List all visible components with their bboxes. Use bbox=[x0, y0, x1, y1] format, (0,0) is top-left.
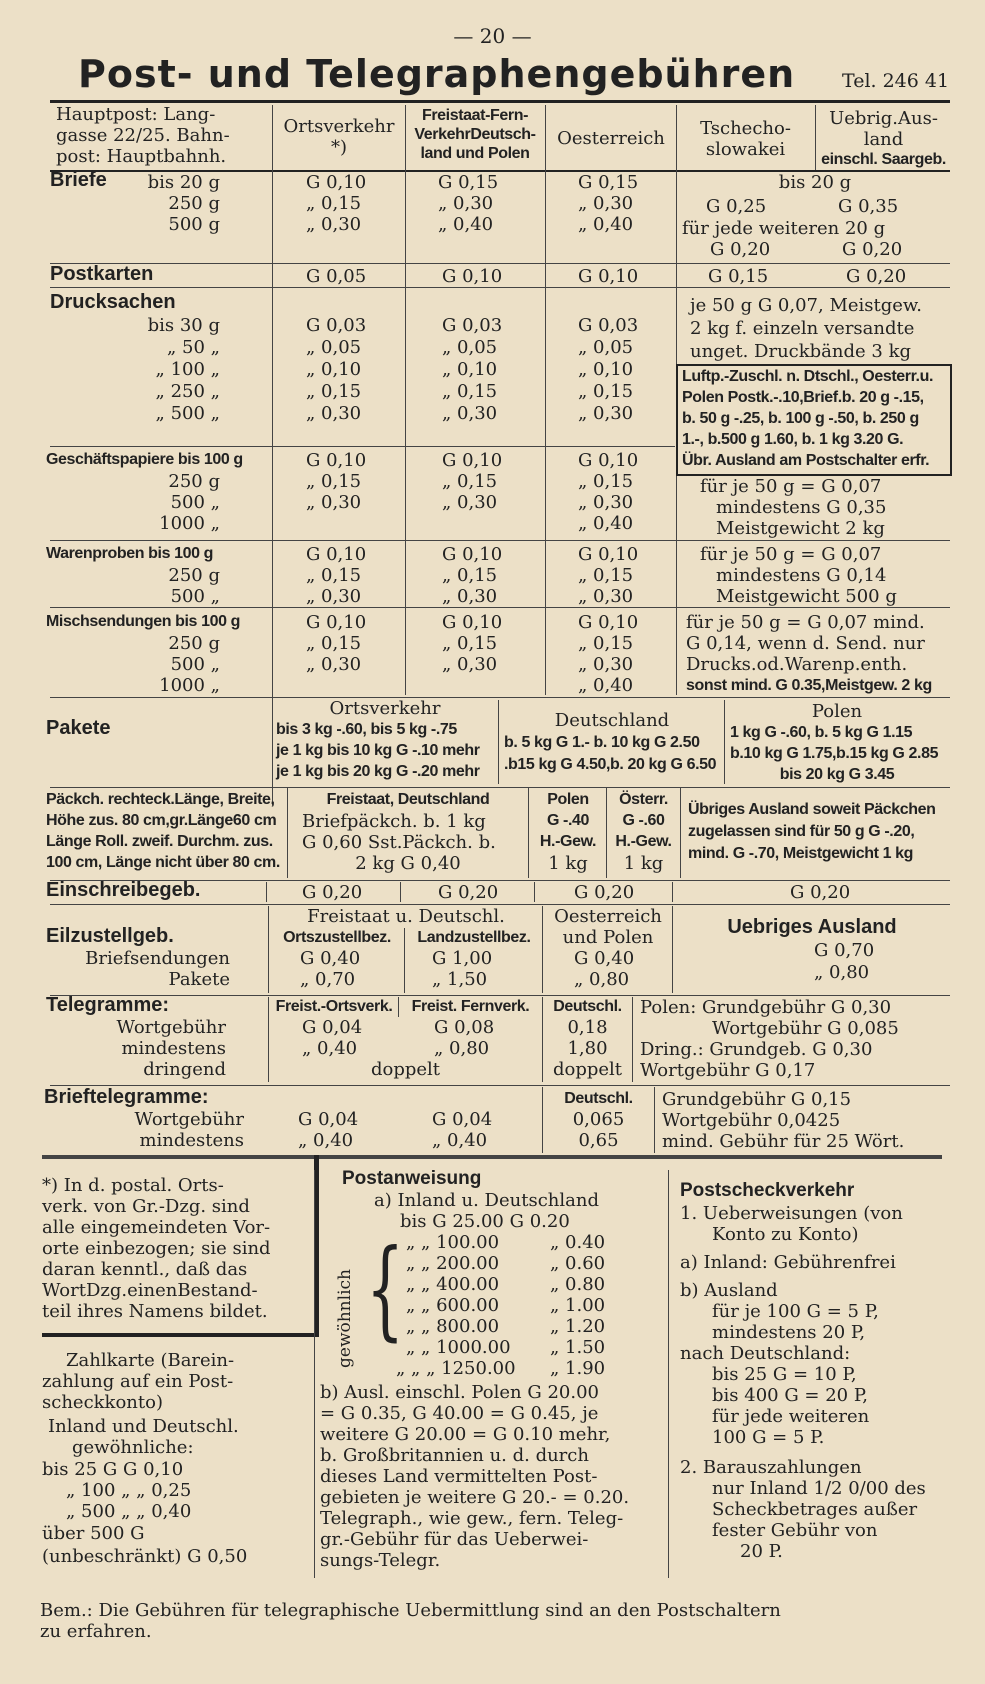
postscheck-line: nur Inland 1/2 0/00 des bbox=[712, 1478, 926, 1499]
telegramme-dt-head: Deutschl. bbox=[553, 998, 622, 1015]
briefe-orts: „ 0,30 bbox=[306, 214, 362, 235]
zahlkarte-line: zahlung auf ein Post- bbox=[42, 1371, 234, 1392]
col-rule bbox=[680, 788, 681, 878]
zahlkarte-line: über 500 G bbox=[42, 1523, 145, 1544]
col-rule bbox=[672, 906, 673, 993]
briefe-ausland: für jede weiteren 20 g bbox=[682, 218, 886, 239]
geschaeft-oest: G 0,10 bbox=[578, 450, 639, 471]
postscheck-line: b) Ausland bbox=[680, 1280, 778, 1301]
geschaeft-orts: „ 0,15 bbox=[306, 471, 362, 492]
geschaeft-label: Geschäftspapiere bis 100 g bbox=[46, 451, 243, 468]
postscheck-line: bis 25 G = 10 P, bbox=[712, 1364, 857, 1385]
header-ortsverkehr: Ortsverkehr *) bbox=[283, 116, 395, 158]
geschaeft-ausland: für je 50 g = G 0,07 bbox=[700, 476, 882, 497]
geschaeft-ausland: Meistgewicht 2 kg bbox=[716, 518, 885, 539]
geschaeft-weight: 500 „ bbox=[170, 492, 220, 513]
geschaeft-orts: „ 0,30 bbox=[306, 492, 362, 513]
pakete-dt: b. 5 kg G 1.- b. 10 kg G 2.50 bbox=[504, 734, 700, 751]
postanweisung-b: dieses Land vermittelten Post- bbox=[320, 1466, 598, 1487]
briefe-ausland: bis 20 g bbox=[778, 172, 852, 193]
brieftel-fern: „ 0,40 bbox=[432, 1130, 488, 1151]
col-rule bbox=[654, 1087, 655, 1153]
luftpost-line: Luftp.-Zuschl. n. Dtschl., Oesterr.u. bbox=[682, 368, 934, 385]
drucksachen-oest: „ 0,05 bbox=[578, 337, 634, 358]
einschreib-ausland: G 0,20 bbox=[790, 882, 851, 903]
eilzustell-ueb: „ 0,80 bbox=[814, 962, 870, 983]
misch-oest: „ 0,15 bbox=[578, 633, 634, 654]
einschreib-oest: G 0,20 bbox=[574, 882, 635, 903]
eilzustell-land: „ 1,50 bbox=[432, 969, 488, 990]
footnote-line: teil ihres Namens bildet. bbox=[42, 1301, 268, 1322]
eilzustell-oest-head: und Polen bbox=[562, 927, 654, 948]
postanweisung-row: „ „ 800.00 bbox=[406, 1316, 500, 1337]
misch-weight: 250 g bbox=[168, 633, 220, 654]
misch-frei: G 0,10 bbox=[442, 612, 503, 633]
footnote-line: orte einbezogen; sie sind bbox=[42, 1238, 271, 1259]
telegramme-orts: „ 0,40 bbox=[302, 1038, 358, 1059]
waren-oest: G 0,10 bbox=[578, 544, 639, 565]
telegramme-dt: doppelt bbox=[552, 1059, 623, 1080]
waren-label: Warenproben bis 100 g bbox=[46, 545, 214, 562]
waren-orts: „ 0,30 bbox=[306, 586, 362, 607]
postkarten-frei: G 0,10 bbox=[442, 266, 503, 287]
paeckchen-oest: 1 kg bbox=[623, 853, 664, 874]
postanweisung-row: „ 0.60 bbox=[550, 1253, 606, 1274]
drucksachen-orts: „ 0,10 bbox=[306, 359, 362, 380]
postanweisung-first: bis G 25.00 G 0.20 bbox=[400, 1211, 570, 1232]
col-rule bbox=[672, 882, 673, 902]
brieftel-dt-head: Deutschl. bbox=[564, 1090, 633, 1107]
misch-ausland: für je 50 g = G 0,07 mind. bbox=[686, 612, 925, 633]
geschaeft-orts: G 0,10 bbox=[306, 450, 367, 471]
paeckchen-oest: G -.60 bbox=[622, 812, 665, 829]
misch-ausland: Drucks.od.Warenp.enth. bbox=[686, 654, 908, 675]
misch-weight: 500 „ bbox=[170, 654, 220, 675]
drucksachen-orts: „ 0,30 bbox=[306, 403, 362, 424]
postscheck-line: für je 100 G = 5 P, bbox=[712, 1301, 879, 1322]
eilzustell-oest: G 0,40 bbox=[574, 948, 635, 969]
drucksachen-frei: G 0,03 bbox=[442, 315, 503, 336]
pakete-orts-head: Ortsverkehr bbox=[329, 698, 441, 719]
postanweisung-row: „ „ 100.00 bbox=[406, 1232, 500, 1253]
postanweisung-row: „ 1.50 bbox=[550, 1337, 606, 1358]
col-rule bbox=[668, 1170, 669, 1578]
brieftel-dt: 0,65 bbox=[578, 1130, 619, 1151]
luftpost-line: Übr. Ausland am Postschalter erfr. bbox=[682, 452, 930, 469]
postanweisung-b: gebieten je weitere G 20.- = 0.20. bbox=[320, 1487, 630, 1508]
misch-ausland: sonst mind. G 0.35,Meistgew. 2 kg bbox=[686, 677, 932, 694]
briefe-ausland: G 0,20 bbox=[710, 239, 771, 260]
geschaeft-oest: „ 0,30 bbox=[578, 492, 634, 513]
waren-orts: G 0,10 bbox=[306, 544, 367, 565]
drucksachen-oest: G 0,03 bbox=[578, 315, 639, 336]
telegramme-fern: „ 0,80 bbox=[434, 1038, 490, 1059]
postscheck-line: 20 P. bbox=[740, 1541, 783, 1562]
misch-orts: G 0,10 bbox=[306, 612, 367, 633]
pakete-pl-head: Polen bbox=[811, 701, 863, 722]
col-rule bbox=[545, 105, 546, 695]
waren-oest: „ 0,15 bbox=[578, 565, 634, 586]
rule bbox=[50, 995, 950, 996]
postanweisung-b: = G 0.35, G 40.00 = G 0.45, je bbox=[320, 1403, 599, 1424]
postanweisung-row: „ „ 200.00 bbox=[406, 1253, 500, 1274]
briefe-oest: „ 0,40 bbox=[578, 214, 634, 235]
postscheck-line: nach Deutschland: bbox=[680, 1343, 851, 1364]
postanweisung-row: „ „ „ 1250.00 bbox=[396, 1358, 516, 1379]
header-uebrig: Uebrig.Aus- land einschl. Saargeb. bbox=[821, 108, 946, 168]
postanweisung-row: „ „ 1000.00 bbox=[406, 1337, 511, 1358]
brieftel-rest: mind. Gebühr für 25 Wört. bbox=[662, 1131, 905, 1152]
drucksachen-label: Drucksachen bbox=[50, 291, 176, 313]
geschaeft-frei: G 0,10 bbox=[442, 450, 503, 471]
col-rule bbox=[632, 997, 633, 1082]
brieftel-rest: Wortgebühr 0,0425 bbox=[662, 1110, 841, 1131]
misch-label: Mischsendungen bis 100 g bbox=[46, 613, 241, 630]
briefe-ausland: G 0,25 bbox=[706, 196, 767, 217]
col-rule bbox=[268, 906, 269, 993]
postkarten-tsch: G 0,15 bbox=[708, 266, 769, 287]
postkarten-orts: G 0,05 bbox=[306, 266, 367, 287]
col-rule bbox=[404, 928, 405, 993]
misch-weight: 1000 „ bbox=[159, 675, 220, 696]
paeckchen-polen: H.-Gew. bbox=[539, 833, 597, 850]
postscheck-line: für jede weiteren bbox=[712, 1406, 870, 1427]
eilzustell-head: Freistaat u. Deutschl. bbox=[307, 906, 505, 927]
header-tschecho: Tschecho- slowakei bbox=[700, 118, 791, 160]
waren-frei: G 0,10 bbox=[442, 544, 503, 565]
drucksachen-oest: „ 0,10 bbox=[578, 359, 634, 380]
col-rule bbox=[528, 788, 529, 878]
pakete-dt: .b15 kg G 4.50,b. 20 kg G 6.50 bbox=[504, 756, 717, 773]
briefe-weight: bis 20 g bbox=[147, 172, 220, 193]
briefe-oest: „ 0,30 bbox=[578, 193, 634, 214]
postanweisung-b: b. Großbritannien u. d. durch bbox=[320, 1445, 589, 1466]
brieftel-row: Wortgebühr bbox=[134, 1109, 244, 1130]
zahlkarte-title: Zahlkarte (Barein- bbox=[66, 1350, 235, 1371]
eilzustell-oest: „ 0,80 bbox=[574, 969, 630, 990]
telegramme-row: dringend bbox=[143, 1059, 226, 1080]
telegramme-fern-head: Freist. Fernverk. bbox=[411, 998, 530, 1015]
telegramme-dt: 0,18 bbox=[567, 1017, 608, 1038]
paeckchen-oest: Österr. bbox=[619, 791, 668, 808]
briefe-orts: G 0,10 bbox=[306, 172, 367, 193]
postanweisung-row: „ 1.90 bbox=[550, 1358, 606, 1379]
misch-frei: „ 0,15 bbox=[442, 633, 498, 654]
geschaeft-oest: „ 0,40 bbox=[578, 513, 634, 534]
zahlkarte-line: scheckkonto) bbox=[42, 1392, 163, 1413]
drucksachen-orts: G 0,03 bbox=[306, 315, 367, 336]
eilzustell-oest-head: Oesterreich bbox=[554, 906, 662, 927]
zahlkarte-line: (unbeschränkt) G 0,50 bbox=[42, 1546, 248, 1567]
brieftel-fern: G 0,04 bbox=[432, 1109, 493, 1130]
page-title: Post- und Telegraphengebühren bbox=[78, 52, 796, 96]
postscheck-line: bis 400 G = 20 P, bbox=[712, 1385, 869, 1406]
drucksachen-weight: „ 250 „ bbox=[155, 381, 220, 402]
col-rule bbox=[400, 882, 401, 902]
misch-oest: „ 0,40 bbox=[578, 675, 634, 696]
bem-line: zu erfahren. bbox=[40, 1621, 152, 1642]
brieftel-label: Brieftelegramme: bbox=[44, 1086, 209, 1108]
footnote-line: daran kenntl., daß das bbox=[42, 1259, 248, 1280]
paeckchen-ausland: zugelassen sind für 50 g G -.20, bbox=[688, 823, 915, 840]
briefe-oest: G 0,15 bbox=[578, 172, 639, 193]
paeckchen-ausland: Übriges Ausland soweit Päckchen bbox=[688, 801, 936, 818]
top-rule bbox=[50, 100, 950, 103]
misch-orts: „ 0,30 bbox=[306, 654, 362, 675]
paeckchen-polen: Polen bbox=[547, 791, 589, 808]
waren-weight: 500 „ bbox=[170, 586, 220, 607]
paeckchen-frei-head: Freistaat, Deutschland bbox=[326, 791, 490, 808]
postanweisung-b: weitere G 20.00 = G 0.10 mehr, bbox=[320, 1424, 611, 1445]
geschaeft-frei: „ 0,30 bbox=[442, 492, 498, 513]
drucksachen-orts: „ 0,05 bbox=[306, 337, 362, 358]
briefe-frei: „ 0,30 bbox=[438, 193, 494, 214]
misch-frei: „ 0,30 bbox=[442, 654, 498, 675]
rule bbox=[50, 540, 950, 541]
postkarten-label: Postkarten bbox=[50, 263, 154, 285]
paeckchen-label: Päckch. rechteck.Länge, Breite, bbox=[46, 791, 275, 808]
luftpost-line: 1.-, b.500 g 1.60, b. 1 kg 3.20 G. bbox=[682, 431, 904, 448]
postanweisung-row: „ „ 600.00 bbox=[406, 1295, 500, 1316]
postanweisung-row: „ 0.80 bbox=[550, 1274, 606, 1295]
drucksachen-weight: „ 50 „ bbox=[167, 337, 220, 358]
drucksachen-ausland: 2 kg f. einzeln versandte bbox=[690, 318, 915, 339]
zahlkarte-line: „ 500 „ „ 0,40 bbox=[66, 1501, 192, 1522]
briefe-orts: „ 0,15 bbox=[306, 193, 362, 214]
paeckchen-label: Höhe zus. 80 cm,gr.Länge60 cm bbox=[46, 812, 277, 829]
pakete-orts: bis 3 kg -.60, bis 5 kg -.75 bbox=[276, 721, 457, 738]
rule bbox=[50, 446, 675, 447]
pakete-orts: je 1 kg bis 20 kg G -.20 mehr bbox=[276, 763, 480, 780]
paeckchen-ausland: mind. G -.70, Meistgewicht 1 kg bbox=[688, 845, 913, 862]
zahlkarte-line: bis 25 G G 0,10 bbox=[42, 1459, 184, 1480]
zahlkarte-line: Inland und Deutschl. bbox=[48, 1416, 239, 1437]
einschreib-frei: G 0,20 bbox=[438, 882, 499, 903]
waren-frei: „ 0,15 bbox=[442, 565, 498, 586]
postscheck-line: 2. Barauszahlungen bbox=[680, 1457, 862, 1478]
rule bbox=[50, 904, 950, 905]
paeckchen-polen: G -.40 bbox=[546, 812, 590, 829]
drucksachen-weight: „ 500 „ bbox=[155, 403, 220, 424]
paeckchen-polen: 1 kg bbox=[548, 853, 588, 874]
postscheck-line: a) Inland: Gebührenfrei bbox=[680, 1252, 896, 1273]
col-rule bbox=[266, 882, 267, 902]
postscheck-line: 100 G = 5 P. bbox=[712, 1427, 825, 1448]
misch-oest: G 0,10 bbox=[578, 612, 639, 633]
einschreib-label: Einschreibegeb. bbox=[46, 879, 201, 901]
telegramme-row: Wortgebühr bbox=[116, 1017, 226, 1038]
waren-frei: „ 0,30 bbox=[442, 586, 498, 607]
drucksachen-weight: bis 30 g bbox=[147, 315, 220, 336]
waren-weight: 250 g bbox=[168, 565, 220, 586]
rule bbox=[50, 787, 950, 788]
drucksachen-oest: „ 0,30 bbox=[578, 403, 634, 424]
paeckchen-oest: H.-Gew. bbox=[615, 833, 672, 850]
geschaeft-ausland: mindestens G 0,35 bbox=[716, 497, 887, 518]
briefe-ausland: G 0,35 bbox=[838, 196, 899, 217]
telephone-number: Tel. 246 41 bbox=[842, 70, 950, 92]
postscheck-line: Konto zu Konto) bbox=[712, 1224, 859, 1245]
paeckchen-frei: G 0,60 Sst.Päckch. b. bbox=[302, 832, 496, 853]
eilzustell-row: Briefsendungen bbox=[85, 948, 230, 969]
postanweisung-row: „ 0.40 bbox=[550, 1232, 606, 1253]
zahlkarte-line: „ 100 „ „ 0,25 bbox=[66, 1480, 192, 1501]
misch-orts: „ 0,15 bbox=[306, 633, 362, 654]
header-freistaat: Freistaat-Fern- VerkehrDeutsch- land und Polen bbox=[414, 107, 536, 162]
pakete-pl: b.10 kg G 1.75,b.15 kg G 2.85 bbox=[730, 745, 939, 762]
brieftel-row: mindestens bbox=[139, 1130, 244, 1151]
telegramme-dt: 1,80 bbox=[567, 1038, 608, 1059]
col-rule bbox=[542, 906, 543, 993]
brieftel-orts: „ 0,40 bbox=[298, 1130, 354, 1151]
briefe-weight: 500 g bbox=[168, 214, 220, 235]
postanweisung-row: „ 1.20 bbox=[550, 1316, 606, 1337]
drucksachen-frei: „ 0,30 bbox=[442, 403, 498, 424]
postanweisung-a: a) Inland u. Deutschland bbox=[374, 1190, 599, 1211]
telegramme-fern: G 0,08 bbox=[434, 1017, 495, 1038]
drucksachen-weight: „ 100 „ bbox=[155, 359, 220, 380]
briefe-label: Briefe bbox=[50, 169, 107, 191]
col-rule bbox=[724, 700, 725, 784]
misch-oest: „ 0,30 bbox=[578, 654, 634, 675]
rule bbox=[50, 697, 950, 698]
brieftel-dt: 0,065 bbox=[572, 1109, 625, 1130]
page-number: — 20 — bbox=[453, 24, 532, 48]
postscheck-line: mindestens 20 P, bbox=[712, 1322, 866, 1343]
telegramme-orts: G 0,04 bbox=[302, 1017, 363, 1038]
geschaeft-weight: 1000 „ bbox=[159, 513, 220, 534]
pakete-pl: 1 kg G -.60, b. 5 kg G 1.15 bbox=[730, 724, 913, 741]
footnote-line: alle eingemeindeten Vor- bbox=[42, 1217, 271, 1238]
briefe-weight: 250 g bbox=[168, 193, 220, 214]
postscheck-line: fester Gebühr von bbox=[712, 1520, 878, 1541]
drucksachen-oest: „ 0,15 bbox=[578, 381, 634, 402]
telegramme-orts-head: Freist.-Ortsverk. bbox=[275, 998, 393, 1015]
postanweisung-b: b) Ausl. einschl. Polen G 20.00 bbox=[320, 1382, 599, 1403]
col-rule bbox=[534, 882, 535, 902]
brieftel-orts: G 0,04 bbox=[298, 1109, 359, 1130]
postanweisung-row: „ „ 400.00 bbox=[406, 1274, 500, 1295]
eilzustell-orts: „ 0,70 bbox=[300, 969, 356, 990]
postkarten-ueb: G 0,20 bbox=[846, 266, 907, 287]
footnote-line: *) In d. postal. Orts- bbox=[42, 1175, 224, 1196]
postscheck-title: Postscheckverkehr bbox=[680, 1180, 855, 1201]
col-rule bbox=[815, 105, 816, 170]
eilzustell-land-head: Landzustellbez. bbox=[417, 929, 531, 946]
drucksachen-frei: „ 0,15 bbox=[442, 381, 498, 402]
postanweisung-b: Telegraph., wie gew., fern. Teleg- bbox=[320, 1508, 624, 1529]
briefe-frei: „ 0,40 bbox=[438, 214, 494, 235]
postkarten-oest: G 0,10 bbox=[578, 266, 639, 287]
pakete-pl: bis 20 kg G 3.45 bbox=[779, 766, 895, 783]
postanweisung-title: Postanweisung bbox=[342, 1168, 482, 1189]
eilzustell-ueb: G 0,70 bbox=[814, 940, 875, 961]
paeckchen-frei: 2 kg G 0,40 bbox=[355, 853, 461, 874]
briefe-frei: G 0,15 bbox=[438, 172, 499, 193]
brace-icon: { bbox=[366, 1227, 405, 1353]
postanweisung-b: sungs-Telegr. bbox=[320, 1550, 441, 1571]
geschaeft-weight: 250 g bbox=[168, 471, 220, 492]
zahlkarte-line: gewöhnliche: bbox=[72, 1437, 194, 1458]
header-hauptpost: Hauptpost: Lang- gasse 22/25. Bahn- post: Hauptbahnh. bbox=[56, 104, 230, 167]
eilzustell-orts-head: Ortszustellbez. bbox=[283, 929, 391, 946]
einschreib-orts: G 0,20 bbox=[302, 882, 363, 903]
postanweisung-row: „ 1.00 bbox=[550, 1295, 606, 1316]
rule bbox=[50, 287, 950, 288]
waren-ausland: mindestens G 0,14 bbox=[716, 565, 887, 586]
paeckchen-label: Länge Roll. zweif. Durchm. zus. bbox=[46, 833, 273, 850]
footnote-line: verk. von Gr.-Dzg. sind bbox=[42, 1196, 250, 1217]
postscheck-line: Scheckbetrages außer bbox=[712, 1499, 918, 1520]
col-rule bbox=[314, 1170, 315, 1578]
paeckchen-frei: Briefpäckch. b. 1 kg bbox=[302, 811, 486, 832]
eilzustell-row: Pakete bbox=[168, 969, 230, 990]
luftpost-line: Polen Postk.-.10,Brief.b. 20 g -.15, bbox=[682, 389, 924, 406]
brieftel-rest: Grundgebühr G 0,15 bbox=[662, 1089, 852, 1110]
postanweisung-vertical: gewöhnlich bbox=[335, 1269, 355, 1368]
drucksachen-frei: „ 0,10 bbox=[442, 359, 498, 380]
waren-oest: „ 0,30 bbox=[578, 586, 634, 607]
eilzustell-orts: G 0,40 bbox=[300, 948, 361, 969]
drucksachen-ausland: je 50 g G 0,07, Meistgew. bbox=[690, 295, 922, 316]
waren-ausland: Meistgewicht 500 g bbox=[716, 586, 897, 607]
telegramme-polen: Wortgebühr G 0,17 bbox=[640, 1060, 816, 1081]
telegramme-row: mindestens bbox=[121, 1038, 226, 1059]
postanweisung-b: gr.-Gebühr für das Ueberwei- bbox=[320, 1529, 589, 1550]
telegramme-label: Telegramme: bbox=[46, 994, 170, 1016]
drucksachen-orts: „ 0,15 bbox=[306, 381, 362, 402]
col-rule bbox=[405, 105, 406, 695]
postscheck-line: 1. Ueberweisungen (von bbox=[680, 1203, 903, 1224]
col-rule bbox=[498, 700, 499, 784]
footnote-line: WortDzg.einenBestand- bbox=[42, 1280, 258, 1301]
telegramme-polen: Polen: Grundgebühr G 0,30 bbox=[640, 997, 892, 1018]
drucksachen-ausland: unget. Druckbände 3 kg bbox=[690, 341, 912, 362]
bem-line: Bem.: Die Gebühren für telegraphische Uebermittlung sind an den Postschaltern bbox=[40, 1600, 781, 1621]
telegramme-doppelt: doppelt bbox=[370, 1059, 441, 1080]
header-oesterreich: Oesterreich bbox=[557, 128, 665, 149]
pakete-orts: je 1 kg bis 10 kg G -.10 mehr bbox=[276, 742, 480, 759]
waren-orts: „ 0,15 bbox=[306, 565, 362, 586]
geschaeft-frei: „ 0,15 bbox=[442, 471, 498, 492]
telegramme-polen: Dring.: Grundgeb. G 0,30 bbox=[640, 1039, 873, 1060]
waren-ausland: für je 50 g = G 0,07 bbox=[700, 544, 882, 565]
rule bbox=[50, 263, 950, 264]
eilzustell-ueb-head: Uebriges Ausland bbox=[727, 916, 897, 938]
pakete-label: Pakete bbox=[46, 717, 111, 739]
eilzustell-land: G 1,00 bbox=[432, 948, 493, 969]
luftpost-line: b. 50 g -.25, b. 100 g -.50, b. 250 g bbox=[682, 410, 919, 427]
telegramme-polen: Wortgebühr G 0,085 bbox=[712, 1018, 899, 1039]
eilzustell-label: Eilzustellgeb. bbox=[46, 925, 174, 947]
drucksachen-frei: „ 0,05 bbox=[442, 337, 498, 358]
misch-ausland: G 0,14, wenn d. Send. nur bbox=[686, 633, 925, 654]
paeckchen-label: 100 cm, Länge nicht über 80 cm. bbox=[46, 854, 280, 871]
briefe-ausland: G 0,20 bbox=[842, 239, 903, 260]
rule bbox=[50, 607, 950, 608]
geschaeft-oest: „ 0,15 bbox=[578, 471, 634, 492]
pakete-dt-head: Deutschland bbox=[554, 710, 670, 731]
